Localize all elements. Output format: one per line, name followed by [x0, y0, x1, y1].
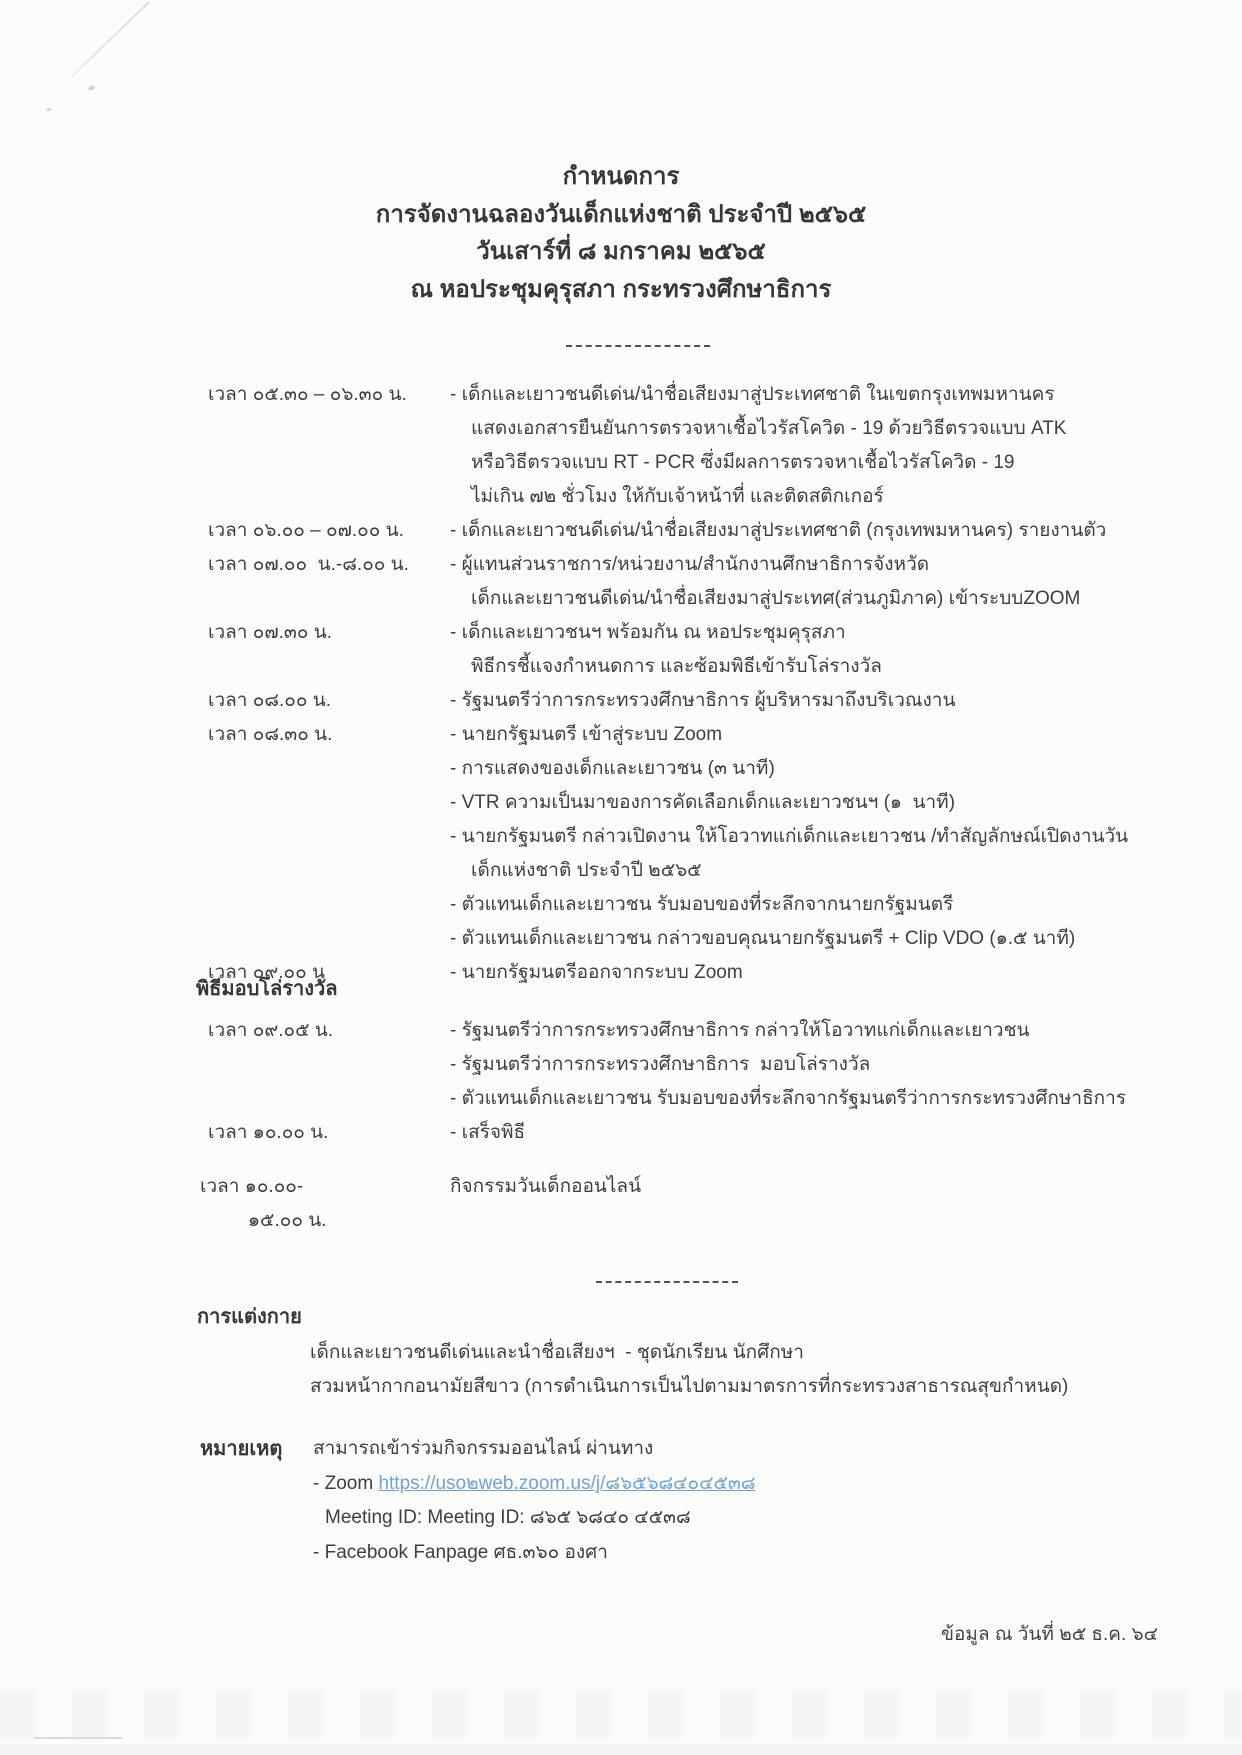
schedule-lines: [450, 1116, 1208, 1150]
scan-artifact-speck: [87, 85, 95, 92]
scan-page-edge: [0, 1744, 1242, 1755]
schedule-item: - ผู้แทนส่วนราชการ/หน่วยงาน/สำนักงานศึกษาธิการจังหวัด: [450, 554, 930, 575]
schedule-row-online: [200, 1170, 1200, 1238]
schedule-item: - การแสดงของเด็กและเยาวชน (๓ นาที): [450, 758, 775, 779]
schedule-lines: [450, 956, 1208, 990]
schedule-time: เวลา ๐๘.๐๐ น.: [208, 690, 332, 711]
schedule-item: - VTR ความเป็นมาของการคัดเลือกเด็กและเยาวชนฯ (๑ นาที): [450, 792, 956, 813]
schedule-item: - ตัวแทนเด็กและเยาวชน รับมอบของที่ระลึกจากรัฐมนตรีว่าการกระทรวงศึกษาธิการ: [450, 1088, 1127, 1109]
dress-code-line: สวมหน้ากากอนามัยสีขาว (การดำเนินการเป็นไปตามมาตรการที่กระทรวงสาธารณสุขกำหนด): [310, 1376, 1069, 1397]
remarks-label: หมายเหตุ: [200, 1438, 283, 1460]
schedule-row: [208, 514, 1208, 548]
award-section-header: พิธีมอบโล่รางวัล: [196, 978, 338, 1000]
schedule-item: - ตัวแทนเด็กและเยาวชน กล่าวขอบคุณนายกรัฐมนตรี + Clip VDO (๑.๕ นาที): [450, 928, 1076, 949]
remarks-intro: สามารถเข้าร่วมกิจกรรมออนไลน์ ผ่านทาง: [313, 1438, 654, 1459]
schedule-row: [208, 548, 1208, 616]
schedule-row: [208, 616, 1208, 684]
schedule-time: [200, 1170, 450, 1238]
schedule-lines: [450, 514, 1208, 548]
schedule-lines: [450, 378, 1208, 514]
dress-code-lines: [310, 1336, 1170, 1404]
document-title: กำหนดการ: [562, 163, 680, 190]
dress-code-header: การแต่งกาย: [197, 1306, 302, 1328]
document-title-block: [0, 158, 1242, 308]
schedule-item: - ตัวแทนเด็กและเยาวชน รับมอบของที่ระลึกจากนายกรัฐมนตรี: [450, 894, 954, 915]
schedule-item: ไม่เกิน ๗๒ ชั่วโมง ให้กับเจ้าหน้าที่ และติดสติกเกอร์: [471, 486, 884, 507]
schedule-item: หรือวิธีตรวจแบบ RT - PCR ซึ่งมีผลการตรวจหาเชื้อไวรัสโควิด - 19: [471, 452, 1015, 473]
remarks-content: [313, 1432, 1200, 1570]
zoom-meeting-link[interactable]: https://uso๒web.zoom.us/j/๘๖๕๖๘๔๐๔๕๓๘: [378, 1472, 756, 1494]
schedule-item: - นายกรัฐมนตรี เข้าสู่ระบบ Zoom: [450, 724, 723, 745]
schedule-row: [208, 684, 1208, 718]
schedule-time: เวลา ๑๐.๐๐ น.: [208, 1122, 329, 1143]
separator-dashed-line: [596, 1281, 738, 1283]
remarks-section: [200, 1432, 1200, 1570]
schedule-part1: [208, 378, 1208, 990]
schedule-item: - รัฐมนตรีว่าการกระทรวงศึกษาธิการ ผู้บริหารมาถึงบริเวณงาน: [450, 690, 956, 711]
separator-dashed-line: [566, 345, 710, 347]
schedule-item: - นายกรัฐมนตรี กล่าวเปิดงาน ให้โอวาทแก่เด็กและเยาวชน /ทำสัญลักษณ์เปิดงานวัน: [450, 826, 1129, 847]
document-subtitle-date: วันเสาร์ที่ ๘ มกราคม ๒๕๖๕: [476, 238, 766, 265]
schedule-item: กิจกรรมวันเด็กออนไลน์: [450, 1176, 642, 1197]
schedule-row: [208, 956, 1208, 990]
schedule-item: - นายกรัฐมนตรีออกจากระบบ Zoom: [450, 962, 743, 983]
dress-code-line: เด็กและเยาวชนดีเด่นและนำชื่อเสียงฯ - ชุดนักเรียน นักศึกษา: [310, 1342, 804, 1363]
zoom-bullet-label: - Zoom: [313, 1472, 379, 1494]
schedule-time: เวลา ๐๘.๓๐ น.: [208, 724, 333, 745]
schedule-item: - รัฐมนตรีว่าการกระทรวงศึกษาธิการ กล่าวให้โอวาทแก่เด็กและเยาวชน: [450, 1020, 1030, 1041]
schedule-lines: [450, 548, 1208, 616]
schedule-item: พิธีกรชี้แจงกำหนดการ และซ้อมพิธีเข้ารับโล่รางวัล: [471, 656, 882, 677]
schedule-time: เวลา ๐๙.๐๕ น.: [208, 1020, 334, 1041]
schedule-row: [208, 1014, 1208, 1116]
schedule-row: [208, 718, 1208, 956]
remarks-zoom-line: [313, 1467, 1200, 1502]
scan-artifact-line: [71, 1, 150, 77]
schedule-lines: [450, 616, 1208, 684]
schedule-time: เวลา ๐๗.๐๐ น.-๘.๐๐ น.: [208, 554, 409, 575]
schedule-time: เวลา ๐๗.๓๐ น.: [208, 622, 333, 643]
document-subtitle-venue: ณ หอประชุมคุรุสภา กระทรวงศึกษาธิการ: [410, 275, 832, 303]
facebook-fanpage-line: - Facebook Fanpage ศธ.๓๖๐ องศา: [313, 1541, 608, 1563]
schedule-lines: [450, 684, 1208, 718]
schedule-item: - เด็กและเยาวชนฯ พร้อมกัน ณ หอประชุมคุรุสภา: [450, 622, 846, 643]
schedule-item: เด็กแห่งชาติ ประจำปี ๒๕๖๕: [471, 860, 702, 881]
schedule-time-line2: ๑๕.๐๐ น.: [248, 1210, 327, 1231]
schedule-row: [208, 378, 1208, 514]
schedule-item: แสดงเอกสารยืนยันการตรวจหาเชื้อไวรัสโควิด - 19 ด้วยวิธีตรวจแบบ ATK: [471, 418, 1067, 439]
schedule-row: [208, 1116, 1208, 1150]
schedule-item: - เด็กและเยาวชนดีเด่น/นำชื่อเสียงมาสู่ประเทศชาติ (กรุงเทพมหานคร) รายงานตัว: [450, 520, 1107, 541]
schedule-lines: [450, 1014, 1208, 1116]
schedule-item: - เสร็จพิธี: [450, 1122, 526, 1143]
schedule-time: เวลา ๐๕.๓๐ – ๐๖.๓๐ น.: [208, 384, 407, 405]
document-subtitle-event: การจัดงานฉลองวันเด็กแห่งชาติ ประจำปี ๒๕๖๕: [375, 200, 867, 228]
footer-date: ข้อมูล ณ วันที่ ๒๕ ธ.ค. ๖๔: [941, 1624, 1158, 1645]
schedule-lines: [450, 718, 1208, 956]
schedule-item: เด็กและเยาวชนดีเด่น/นำชื่อเสียงมาสู่ประเทศ(ส่วนภูมิภาค) เข้าระบบZOOM: [471, 588, 1081, 609]
scan-artifact-speck: [46, 108, 52, 111]
scan-bleedthrough-haze: [0, 1690, 1242, 1740]
schedule-item: - รัฐมนตรีว่าการกระทรวงศึกษาธิการ มอบโล่รางวัล: [450, 1054, 871, 1075]
scan-artifact-dash: [34, 1737, 122, 1739]
schedule-part2: [208, 1014, 1208, 1150]
meeting-id-line: Meeting ID: Meeting ID: ๘๖๕ ๖๘๔๐ ๔๕๓๘: [325, 1507, 691, 1528]
schedule-time: เวลา ๐๙.๐๐ น: [208, 962, 326, 983]
schedule-time: เวลา ๐๖.๐๐ – ๐๗.๐๐ น.: [208, 520, 404, 541]
schedule-time-line1: เวลา ๑๐.๐๐-: [200, 1176, 304, 1197]
schedule-item: - เด็กและเยาวชนดีเด่น/นำชื่อเสียงมาสู่ประเทศชาติ ในเขตกรุงเทพมหานคร: [450, 384, 1055, 405]
